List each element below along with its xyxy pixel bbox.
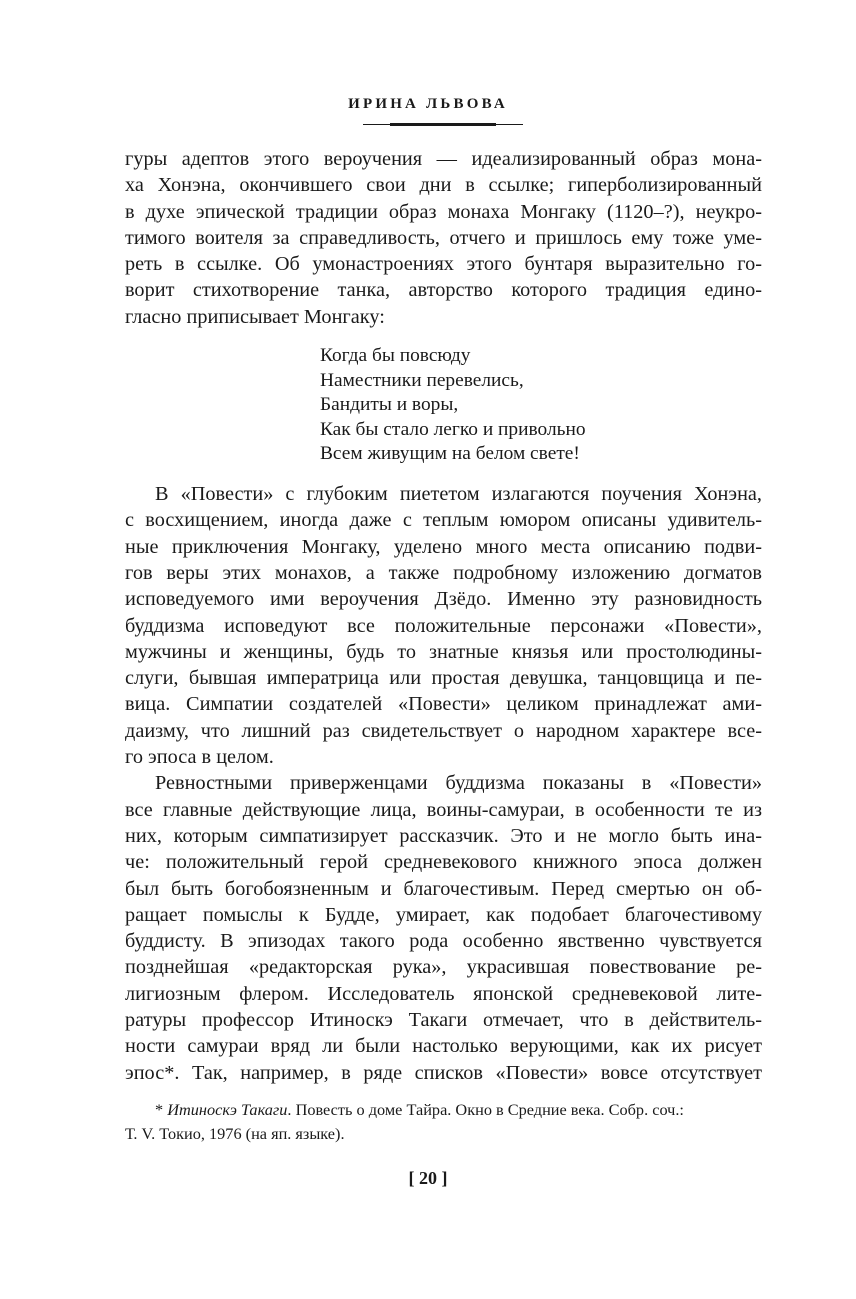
text-line: буддизма исповедуют все положительные персонажи «Повести», (125, 614, 762, 637)
poem-line: Бандиты и воры, (320, 394, 459, 416)
text-line: ха Хонэна, окончившего свои дни в ссылке; гиперболизированный (125, 174, 762, 197)
poem-line: Наместники перевелись, (320, 369, 524, 391)
text-line: ворит стихотворение танка, авторство которого традиция едино- (125, 279, 762, 302)
poem-line: Как бы стало легко и привольно (320, 418, 586, 440)
text-line: реть в ссылке. Об умонастроениях этого бунтаря выразительно го- (125, 253, 762, 276)
header-rule-accent (390, 123, 496, 126)
text-line: исповедуемого ими вероучения Дзёдо. Именно эту разновидность (125, 588, 762, 611)
text-line: даизму, что лишний раз свидетельствует о народном характере все- (125, 719, 762, 742)
page-number: [ 20 ] (408, 1168, 448, 1188)
text-line: ратуры профессор Итиноскэ Такаги отмечает, что в действитель- (125, 1008, 762, 1031)
text-line: го эпоса в целом. (125, 746, 274, 769)
author-name: ИРИНА ЛЬВОВА (348, 96, 508, 112)
text-line: эпос*. Так, например, в ряде списков «Повести» вовсе отсутствует (125, 1061, 762, 1084)
footnote-author: Итиноскэ Такаги (167, 1100, 288, 1119)
paragraph-1 (125, 146, 762, 330)
footnote-marker: * (155, 1100, 168, 1119)
footnote-line-2: Т. V. Токио, 1976 (на яп. языке). (125, 1123, 345, 1143)
footnote-line-1: . Повесть о доме Тайра. Окно в Средние века. Собр. соч.: (287, 1100, 684, 1119)
text-line: в духе эпической традиции образ монаха Монгаку (1120–?), неукро- (125, 200, 762, 223)
text-line: вица. Симпатии создателей «Повести» целиком принадлежат ами- (125, 693, 762, 716)
text-line: гуры адептов этого вероучения — идеализированный образ мона- (125, 148, 762, 170)
text-line: тимого воителя за справедливость, отчего и пришлось ему тоже уме- (125, 226, 762, 249)
text-line: В «Повести» с глубоким пиететом излагаются поучения Хонэна, (155, 483, 762, 506)
text-line: мужчины и женщины, будь то знатные князья или простолюдины- (125, 640, 762, 663)
text-line: с восхищением, иногда даже с теплым юмором описаны удивитель- (125, 509, 762, 532)
text-line: них, которым симпатизирует рассказчик. Это и не могло быть ина- (125, 824, 762, 847)
text-line: лигиозным флером. Исследователь японской средневековой лите- (125, 982, 762, 1005)
footnote-text (125, 1098, 762, 1122)
paragraph-2 (125, 481, 762, 770)
footnote (125, 1098, 762, 1145)
text-line: ращает помыслы к Будде, умирает, как подобает благочестивому (125, 903, 762, 926)
running-header (0, 94, 856, 114)
text-line: ности самураи вряд ли были настолько верующими, как их рисует (125, 1035, 762, 1058)
text-line: гов веры этих монахов, а также подробному изложению догматов (125, 561, 762, 584)
main-text (125, 146, 762, 1086)
poem-line: Когда бы повсюду (320, 345, 471, 367)
text-line: Ревностными приверженцами буддизма показаны в «Повести» (155, 772, 762, 795)
tanka-poem (320, 344, 762, 467)
text-line: все главные действующие лица, воины-самураи, в особенности те из (125, 798, 762, 821)
text-line: буддисту. В эпизодах такого рода особенно явственно чувствуется (125, 930, 762, 953)
text-line: слуги, бывшая императрица или простая девушка, танцовщица и пе- (125, 667, 762, 690)
text-line: че: положительный герой средневекового книжного эпоса должен (125, 851, 762, 874)
text-line: позднейшая «редакторская рука», украсившая повествование ре- (125, 956, 762, 979)
poem-line: Всем живущим на белом свете! (320, 443, 580, 465)
paragraph-3 (125, 770, 762, 1086)
text-line: ные приключения Монгаку, уделено много места описанию подви- (125, 535, 762, 558)
text-line: был быть богобоязненным и благочестивым. Перед смертью он об- (125, 877, 762, 900)
text-line: гласно приписывает Монгаку: (125, 305, 385, 328)
